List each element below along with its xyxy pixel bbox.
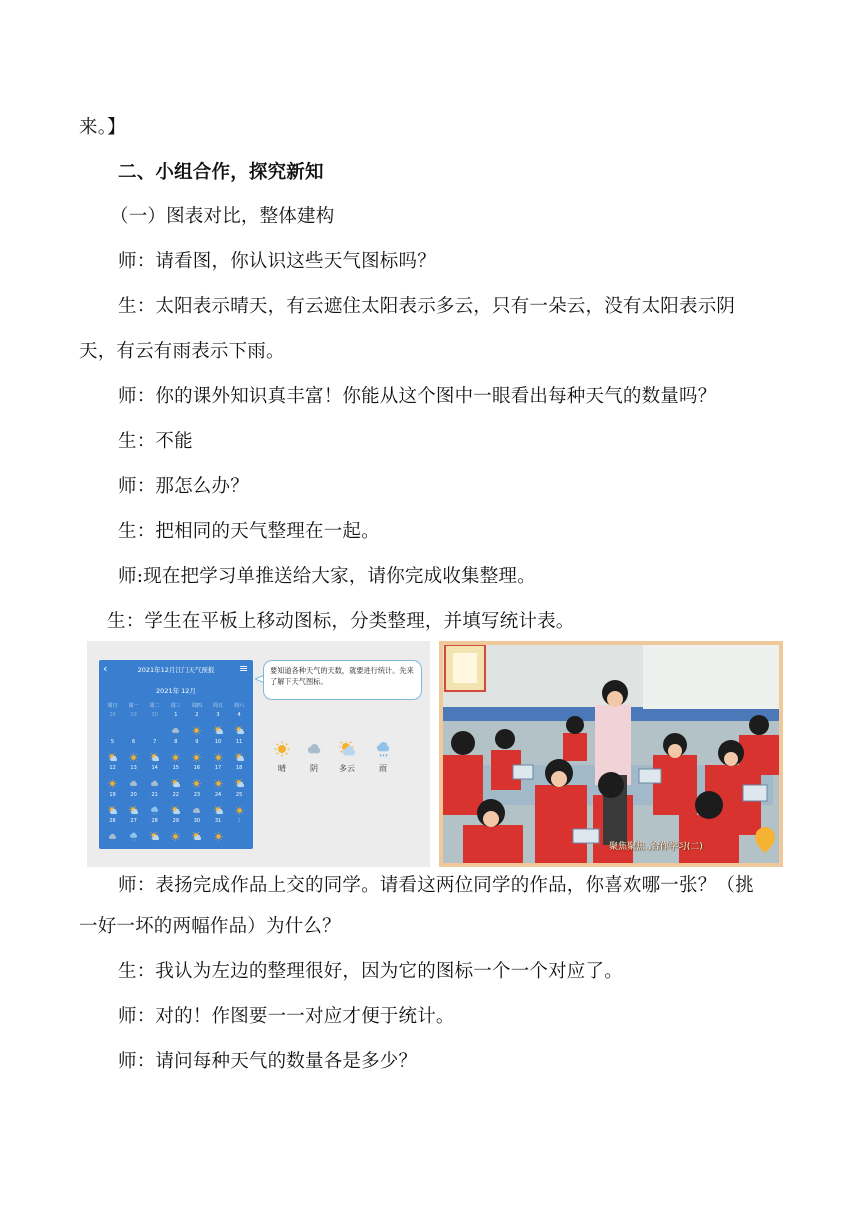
calendar-day[interactable]: 24 xyxy=(214,791,222,798)
sunny-icon xyxy=(171,826,179,832)
partly-cloudy-icon xyxy=(150,747,158,753)
classroom-photo xyxy=(443,645,779,863)
rain-icon xyxy=(150,800,158,806)
paragraph-line: 师：那怎么办？ xyxy=(118,476,249,497)
cloudy-icon xyxy=(150,773,158,779)
calendar-day[interactable]: 13 xyxy=(130,765,137,771)
calendar-day[interactable]: 19 xyxy=(109,791,116,798)
calendar-day[interactable]: 29 xyxy=(130,712,137,718)
partly-cloudy-icon xyxy=(192,826,200,832)
calendar-day[interactable]: 1 xyxy=(174,712,178,718)
legend-cloudy xyxy=(297,741,331,774)
calendar-day[interactable]: 26 xyxy=(109,818,116,824)
calendar-header xyxy=(99,660,253,680)
partly-cloudy-icon xyxy=(235,773,243,779)
paragraph-line: 师：你的课外知识真丰富！你能从这个图中一眼看出每种天气的数量吗？ xyxy=(118,386,717,407)
partly-cloudy-icon xyxy=(129,800,137,806)
legend-label: 晴 xyxy=(278,764,286,773)
sunny-icon xyxy=(171,747,179,753)
calendar-day[interactable]: 15 xyxy=(172,765,179,771)
calendar-weekday: 周六 xyxy=(234,703,245,709)
paragraph-line: 师：请问每种天气的数量各是多少？ xyxy=(118,1051,418,1072)
paragraph-line: 天，有云有雨表示下雨。 xyxy=(79,341,285,362)
partly-cloudy-icon xyxy=(171,773,179,779)
legend-label: 阴 xyxy=(310,764,318,773)
calendar-month: 2021年 12月 xyxy=(156,687,196,695)
calendar-day[interactable]: 28 xyxy=(109,712,116,718)
paragraph-line: 生：不能 xyxy=(118,431,193,452)
speech-bubble-text: 要知道各种天气的天数，就要进行统计。先来了解下天气图标。 xyxy=(270,666,414,686)
sunny-icon xyxy=(192,773,200,779)
sunny-icon xyxy=(108,773,116,779)
cloudy-icon xyxy=(129,773,137,779)
sunny-icon xyxy=(192,720,200,726)
paragraph-line: 生：把相同的天气整理在一起。 xyxy=(118,521,380,542)
calendar-day[interactable]: 18 xyxy=(235,765,243,771)
calendar-day[interactable]: 29 xyxy=(172,818,179,824)
calendar-day[interactable]: 30 xyxy=(151,712,158,718)
calendar-day[interactable]: 7 xyxy=(153,738,157,745)
calendar-day[interactable]: 2 xyxy=(195,712,199,718)
calendar-day[interactable]: 20 xyxy=(130,791,137,798)
calendar-weekday: 周日 xyxy=(107,703,118,709)
partly-cloudy-icon xyxy=(171,800,179,806)
calendar-weekday: 周一 xyxy=(128,703,139,709)
calendar-grid xyxy=(102,702,250,846)
sunny-icon xyxy=(214,747,222,753)
calendar-weekday: 周二 xyxy=(149,703,160,709)
legend-label: 多云 xyxy=(339,764,355,773)
calendar-day[interactable]: 21 xyxy=(151,791,158,798)
calendar-day[interactable]: 1 xyxy=(237,818,241,824)
section-heading: 二、小组合作，探究新知 xyxy=(118,162,324,183)
calendar-day[interactable]: 14 xyxy=(151,765,158,771)
photo-caption: 聚焦聚焦 ,合作学习(二) xyxy=(609,842,703,852)
paragraph-line: 生：太阳表示晴天，有云遮住太阳表示多云，只有一朵云，没有太阳表示阴 xyxy=(118,296,736,317)
classroom-scene xyxy=(443,645,779,863)
partly-cloudy-icon xyxy=(150,826,158,832)
calendar-day[interactable]: 16 xyxy=(193,765,201,771)
rain-icon xyxy=(129,826,137,832)
legend-label: 雨 xyxy=(379,764,387,773)
partly-cloudy-icon xyxy=(214,800,222,806)
paragraph-line: 师：表扬完成作品上交的同学。请看这两位同学的作品，你喜欢哪一张？（挑 xyxy=(118,875,754,896)
subsection-heading: （一）图表对比，整体建构 xyxy=(110,206,335,227)
legend-sunny xyxy=(265,741,299,774)
calendar-day[interactable]: 31 xyxy=(214,818,222,824)
calendar-day[interactable]: 8 xyxy=(174,738,178,745)
sunny-icon xyxy=(265,741,299,757)
classroom-photo-panel xyxy=(439,641,783,867)
calendar-day[interactable]: 6 xyxy=(132,738,136,745)
menu-icon[interactable]: ≡ xyxy=(239,662,249,675)
cloudy-icon xyxy=(192,800,200,806)
calendar-weekday: 周四 xyxy=(191,703,202,709)
sunny-icon xyxy=(129,747,137,753)
paragraph-line: 一好一坏的两幅作品）为什么？ xyxy=(79,916,341,937)
partly-cloudy-icon xyxy=(235,747,243,753)
partly-cloudy-icon xyxy=(108,747,116,753)
calendar-day[interactable]: 11 xyxy=(235,738,243,745)
cloudy-icon xyxy=(108,826,116,832)
paragraph-line: 师：对的！作图要一一对应才便于统计。 xyxy=(118,1006,455,1027)
lesson-figure xyxy=(87,641,783,867)
speech-bubble xyxy=(263,660,422,700)
calendar-day[interactable]: 5 xyxy=(110,738,115,745)
weather-calendar-panel xyxy=(87,641,430,867)
calendar-day[interactable]: 12 xyxy=(109,765,116,771)
sunny-icon xyxy=(192,747,200,753)
calendar-day[interactable]: 22 xyxy=(172,791,179,798)
paragraph-line: 师：请看图，你认识这些天气图标吗？ xyxy=(118,251,436,272)
calendar-day[interactable]: 28 xyxy=(151,818,158,824)
partly-cloudy-icon xyxy=(330,741,364,757)
sunny-icon xyxy=(214,773,222,779)
calendar-day[interactable]: 4 xyxy=(237,712,241,718)
calendar-day[interactable]: 9 xyxy=(195,738,199,745)
calendar-title: 2021年12月江门天气预报 xyxy=(137,666,215,674)
weather-calendar xyxy=(99,660,253,849)
paragraph-line: 生：我认为左边的整理很好，因为它的图标一个一个对应了。 xyxy=(118,961,623,982)
calendar-day[interactable]: 27 xyxy=(130,818,137,824)
calendar-day[interactable]: 30 xyxy=(193,818,201,824)
partly-cloudy-icon xyxy=(214,720,222,726)
sunny-icon xyxy=(214,826,222,832)
calendar-day[interactable]: 25 xyxy=(235,791,243,798)
calendar-day[interactable]: 10 xyxy=(214,738,222,745)
paragraph-line: 来。】 xyxy=(79,117,126,138)
paragraph-line: 生：学生在平板上移动图标，分类整理，并填写统计表。 xyxy=(107,611,575,632)
calendar-weekday: 周五 xyxy=(212,703,223,709)
calendar-weekday: 周三 xyxy=(170,703,181,709)
paragraph-line: 师:现在把学习单推送给大家，请你完成收集整理。 xyxy=(118,566,536,587)
cloudy-icon xyxy=(297,741,331,757)
partly-cloudy-icon xyxy=(108,800,116,806)
calendar-day[interactable]: 17 xyxy=(214,765,222,771)
calendar-day[interactable]: 23 xyxy=(193,791,201,798)
sunny-icon xyxy=(235,800,243,806)
legend-partly-cloudy xyxy=(330,741,364,774)
partly-cloudy-icon xyxy=(235,720,243,726)
legend-rain xyxy=(366,741,400,774)
cloudy-icon xyxy=(171,720,179,726)
calendar-day[interactable]: 3 xyxy=(216,712,220,718)
rain-icon xyxy=(366,741,400,757)
back-arrow-icon[interactable]: ‹ xyxy=(103,662,108,675)
